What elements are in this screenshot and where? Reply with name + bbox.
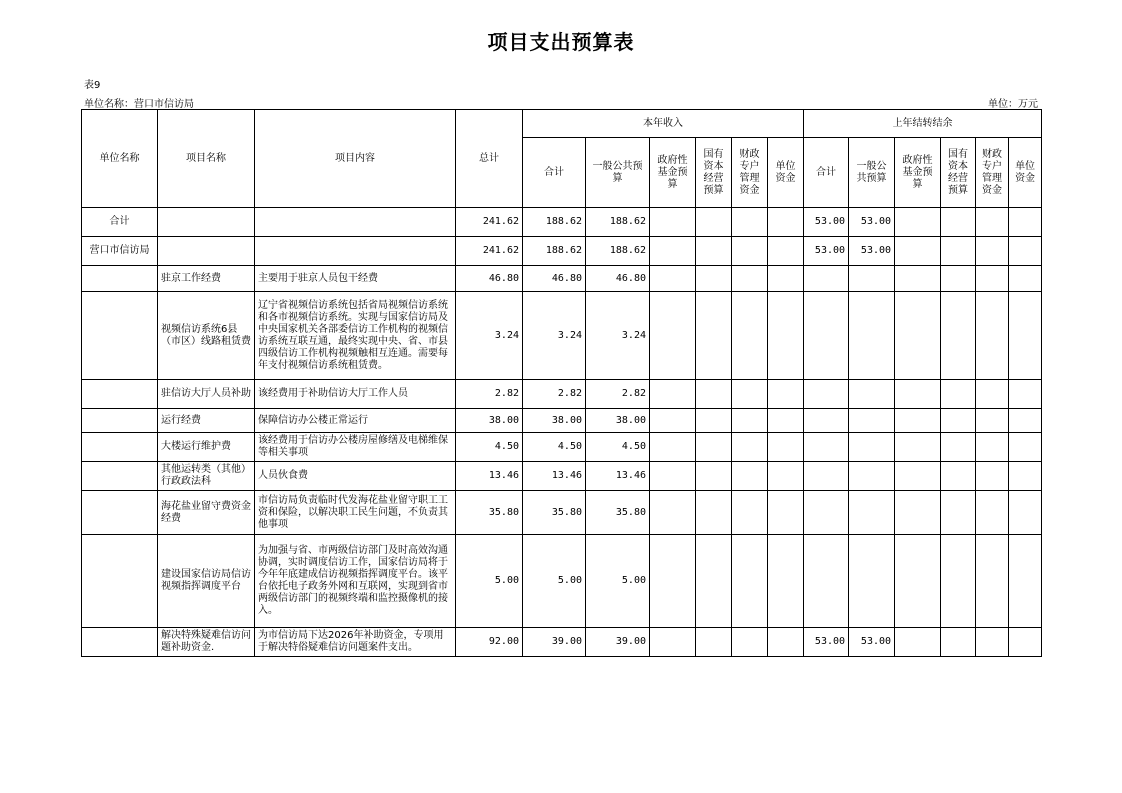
cell-ci-special bbox=[732, 535, 768, 628]
cell-ci-state bbox=[696, 380, 732, 409]
cell-co-fund bbox=[895, 462, 941, 491]
cell-co-general bbox=[849, 409, 895, 433]
table-row bbox=[82, 237, 1042, 266]
table-row bbox=[82, 491, 1042, 535]
cell-co-fund bbox=[895, 491, 941, 535]
cell-ci-special bbox=[732, 237, 768, 266]
cell-project: 视频信访系统6县（市区）线路租赁费 bbox=[158, 292, 255, 380]
cell-project: 建设国家信访局信访视频指挥调度平台 bbox=[158, 535, 255, 628]
cell-co-special bbox=[976, 433, 1009, 462]
cell-ci-total: 5.00 bbox=[523, 535, 586, 628]
cell-content bbox=[255, 208, 456, 237]
cell-co-unit bbox=[1009, 409, 1042, 433]
cell-co-state bbox=[941, 491, 976, 535]
cell-content: 市信访局负责临时代发海花盐业留守职工工资和保险，以解决职工民生问题，不负责其他事项 bbox=[255, 491, 456, 535]
cell-ci-unit bbox=[768, 535, 804, 628]
cell-ci-special bbox=[732, 433, 768, 462]
cell-co-total: 53.00 bbox=[804, 208, 849, 237]
unit-name: 单位名称：营口市信访局 bbox=[84, 99, 194, 110]
header-ci-general: 一般公共预算 bbox=[586, 138, 650, 208]
cell-co-unit bbox=[1009, 628, 1042, 657]
cell-ci-special bbox=[732, 266, 768, 292]
cell-total: 4.50 bbox=[456, 433, 523, 462]
cell-ci-state bbox=[696, 237, 732, 266]
cell-project: 海花盐业留守费资金经费 bbox=[158, 491, 255, 535]
header-ci-unit: 单位资金 bbox=[768, 138, 804, 208]
cell-ci-state bbox=[696, 409, 732, 433]
cell-ci-total: 188.62 bbox=[523, 237, 586, 266]
cell-ci-general: 13.46 bbox=[586, 462, 650, 491]
cell-co-general: 53.00 bbox=[849, 237, 895, 266]
table-row bbox=[82, 380, 1042, 409]
cell-co-state bbox=[941, 433, 976, 462]
cell-co-fund bbox=[895, 266, 941, 292]
header-ci-state: 国有资本经营预算 bbox=[696, 138, 732, 208]
cell-unit: 合计 bbox=[82, 208, 158, 237]
cell-co-state bbox=[941, 380, 976, 409]
cell-ci-state bbox=[696, 491, 732, 535]
header-co-fund: 政府性基金预算 bbox=[895, 138, 941, 208]
cell-unit bbox=[82, 628, 158, 657]
cell-ci-fund bbox=[650, 409, 696, 433]
table-number: 表9 bbox=[84, 80, 101, 91]
cell-co-state bbox=[941, 628, 976, 657]
cell-co-state bbox=[941, 292, 976, 380]
cell-co-general bbox=[849, 292, 895, 380]
unit-label: 单位：万元 bbox=[988, 99, 1038, 110]
cell-ci-general: 46.80 bbox=[586, 266, 650, 292]
cell-total: 3.24 bbox=[456, 292, 523, 380]
cell-co-fund bbox=[895, 535, 941, 628]
cell-ci-general: 38.00 bbox=[586, 409, 650, 433]
cell-ci-unit bbox=[768, 628, 804, 657]
cell-ci-general: 188.62 bbox=[586, 208, 650, 237]
cell-co-total bbox=[804, 380, 849, 409]
cell-co-unit bbox=[1009, 237, 1042, 266]
cell-ci-state bbox=[696, 433, 732, 462]
cell-unit bbox=[82, 462, 158, 491]
cell-ci-unit bbox=[768, 266, 804, 292]
cell-ci-special bbox=[732, 491, 768, 535]
cell-ci-total: 35.80 bbox=[523, 491, 586, 535]
cell-co-special bbox=[976, 535, 1009, 628]
cell-ci-total: 188.62 bbox=[523, 208, 586, 237]
cell-ci-state bbox=[696, 628, 732, 657]
header-ci-fund: 政府性基金预算 bbox=[650, 138, 696, 208]
cell-co-fund bbox=[895, 409, 941, 433]
cell-content: 为加强与省、市两级信访部门及时高效沟通协调，实时调度信访工作，国家信访局将于今年年底建成信访视频指挥调度平台。该平台依托电子政务外网和互联网，实现到省市两级信访部门的视频终端和监控摄像机的接入。 bbox=[255, 535, 456, 628]
cell-project: 解决特殊疑难信访问题补助资金. bbox=[158, 628, 255, 657]
cell-ci-fund bbox=[650, 292, 696, 380]
table-row bbox=[82, 462, 1042, 491]
cell-ci-unit bbox=[768, 208, 804, 237]
cell-ci-unit bbox=[768, 409, 804, 433]
cell-unit bbox=[82, 535, 158, 628]
header-co-special: 财政专户管理资金 bbox=[976, 138, 1009, 208]
cell-ci-special bbox=[732, 628, 768, 657]
header-co-unit: 单位资金 bbox=[1009, 138, 1042, 208]
cell-co-general bbox=[849, 491, 895, 535]
cell-ci-general: 5.00 bbox=[586, 535, 650, 628]
cell-content: 为市信访局下达2026年补助资金，专项用于解决特俗疑难信访问题案件支出。 bbox=[255, 628, 456, 657]
cell-co-fund bbox=[895, 292, 941, 380]
cell-project: 驻京工作经费 bbox=[158, 266, 255, 292]
cell-content: 该经费用于信访办公楼房屋修缮及电梯维保等相关事项 bbox=[255, 433, 456, 462]
cell-co-special bbox=[976, 462, 1009, 491]
cell-co-special bbox=[976, 380, 1009, 409]
header-ci-total: 合计 bbox=[523, 138, 586, 208]
cell-total: 38.00 bbox=[456, 409, 523, 433]
header-total: 总计 bbox=[456, 110, 523, 208]
cell-ci-unit bbox=[768, 292, 804, 380]
cell-ci-unit bbox=[768, 433, 804, 462]
cell-content: 辽宁省视频信访系统包括省局视频信访系统和各市视频信访系统。实现与国家信访局及中央国家机关各部委信访工作机构的视频信访系统互联互通，最终实现中央、省、市县四级信访工作机构视频触相互连通。需要每年支付视频信访系统租赁费。 bbox=[255, 292, 456, 380]
cell-ci-total: 38.00 bbox=[523, 409, 586, 433]
cell-content: 该经费用于补助信访大厅工作人员 bbox=[255, 380, 456, 409]
cell-ci-special bbox=[732, 409, 768, 433]
table-body bbox=[82, 208, 1042, 657]
cell-co-unit bbox=[1009, 266, 1042, 292]
cell-co-unit bbox=[1009, 380, 1042, 409]
cell-co-total bbox=[804, 292, 849, 380]
table-row bbox=[82, 208, 1042, 237]
cell-co-special bbox=[976, 237, 1009, 266]
cell-ci-state bbox=[696, 535, 732, 628]
cell-co-special bbox=[976, 628, 1009, 657]
cell-ci-fund bbox=[650, 491, 696, 535]
cell-ci-general: 4.50 bbox=[586, 433, 650, 462]
cell-total: 13.46 bbox=[456, 462, 523, 491]
cell-ci-fund bbox=[650, 380, 696, 409]
cell-co-state bbox=[941, 208, 976, 237]
cell-co-unit bbox=[1009, 462, 1042, 491]
cell-ci-total: 13.46 bbox=[523, 462, 586, 491]
cell-total: 5.00 bbox=[456, 535, 523, 628]
table-row bbox=[82, 266, 1042, 292]
table-row bbox=[82, 433, 1042, 462]
cell-project: 驻信访大厅人员补助 bbox=[158, 380, 255, 409]
cell-co-fund bbox=[895, 628, 941, 657]
cell-co-general bbox=[849, 462, 895, 491]
cell-content: 人员伙食费 bbox=[255, 462, 456, 491]
cell-content: 保障信访办公楼正常运行 bbox=[255, 409, 456, 433]
table-row bbox=[82, 409, 1042, 433]
cell-co-general bbox=[849, 266, 895, 292]
cell-co-unit bbox=[1009, 208, 1042, 237]
cell-co-fund bbox=[895, 380, 941, 409]
cell-co-total: 53.00 bbox=[804, 237, 849, 266]
cell-unit bbox=[82, 380, 158, 409]
cell-co-general bbox=[849, 380, 895, 409]
cell-ci-total: 46.80 bbox=[523, 266, 586, 292]
cell-content bbox=[255, 237, 456, 266]
cell-ci-fund bbox=[650, 266, 696, 292]
cell-co-general: 53.00 bbox=[849, 628, 895, 657]
cell-project bbox=[158, 208, 255, 237]
cell-ci-state bbox=[696, 462, 732, 491]
header-ci-special: 财政专户管理资金 bbox=[732, 138, 768, 208]
budget-table bbox=[81, 109, 1042, 657]
cell-ci-total: 3.24 bbox=[523, 292, 586, 380]
cell-total: 241.62 bbox=[456, 237, 523, 266]
cell-co-state bbox=[941, 409, 976, 433]
table-row bbox=[82, 535, 1042, 628]
table-row bbox=[82, 628, 1042, 657]
cell-co-special bbox=[976, 208, 1009, 237]
page-title: 项目支出预算表 bbox=[487, 30, 635, 54]
cell-ci-general: 2.82 bbox=[586, 380, 650, 409]
cell-unit bbox=[82, 491, 158, 535]
cell-ci-unit bbox=[768, 380, 804, 409]
cell-ci-general: 35.80 bbox=[586, 491, 650, 535]
cell-project: 其他运转类（其他）行政政法科 bbox=[158, 462, 255, 491]
cell-ci-general: 188.62 bbox=[586, 237, 650, 266]
cell-ci-fund bbox=[650, 237, 696, 266]
cell-project: 大楼运行维护费 bbox=[158, 433, 255, 462]
cell-co-unit bbox=[1009, 491, 1042, 535]
cell-co-state bbox=[941, 237, 976, 266]
cell-ci-general: 39.00 bbox=[586, 628, 650, 657]
cell-ci-fund bbox=[650, 535, 696, 628]
cell-co-special bbox=[976, 292, 1009, 380]
cell-co-state bbox=[941, 535, 976, 628]
cell-ci-fund bbox=[650, 433, 696, 462]
cell-ci-state bbox=[696, 266, 732, 292]
cell-total: 241.62 bbox=[456, 208, 523, 237]
header-project: 项目名称 bbox=[158, 110, 255, 208]
cell-ci-special bbox=[732, 380, 768, 409]
cell-co-unit bbox=[1009, 433, 1042, 462]
cell-unit bbox=[82, 433, 158, 462]
header-unit: 单位名称 bbox=[82, 110, 158, 208]
table-row bbox=[82, 292, 1042, 380]
cell-ci-special bbox=[732, 208, 768, 237]
header-current-income: 本年收入 bbox=[523, 110, 804, 138]
cell-co-state bbox=[941, 266, 976, 292]
cell-co-fund bbox=[895, 237, 941, 266]
cell-ci-fund bbox=[650, 462, 696, 491]
cell-ci-general: 3.24 bbox=[586, 292, 650, 380]
cell-unit: 营口市信访局 bbox=[82, 237, 158, 266]
header-content: 项目内容 bbox=[255, 110, 456, 208]
cell-co-general bbox=[849, 433, 895, 462]
cell-co-general bbox=[849, 535, 895, 628]
cell-ci-special bbox=[732, 462, 768, 491]
cell-co-special bbox=[976, 491, 1009, 535]
cell-co-fund bbox=[895, 433, 941, 462]
cell-co-total bbox=[804, 462, 849, 491]
cell-co-state bbox=[941, 462, 976, 491]
cell-total: 35.80 bbox=[456, 491, 523, 535]
cell-content: 主要用于驻京人员包干经费 bbox=[255, 266, 456, 292]
cell-ci-special bbox=[732, 292, 768, 380]
cell-co-general: 53.00 bbox=[849, 208, 895, 237]
cell-co-total bbox=[804, 433, 849, 462]
cell-co-total bbox=[804, 409, 849, 433]
cell-ci-total: 4.50 bbox=[523, 433, 586, 462]
cell-co-total: 53.00 bbox=[804, 628, 849, 657]
cell-total: 46.80 bbox=[456, 266, 523, 292]
header-co-state: 国有资本经营预算 bbox=[941, 138, 976, 208]
cell-ci-unit bbox=[768, 237, 804, 266]
cell-unit bbox=[82, 409, 158, 433]
cell-unit bbox=[82, 266, 158, 292]
cell-co-unit bbox=[1009, 292, 1042, 380]
cell-ci-unit bbox=[768, 462, 804, 491]
cell-ci-state bbox=[696, 292, 732, 380]
header-carryover: 上年结转结余 bbox=[804, 110, 1042, 138]
header-co-total: 合计 bbox=[804, 138, 849, 208]
cell-project: 运行经费 bbox=[158, 409, 255, 433]
cell-co-total bbox=[804, 266, 849, 292]
cell-co-unit bbox=[1009, 535, 1042, 628]
cell-co-special bbox=[976, 409, 1009, 433]
cell-ci-unit bbox=[768, 491, 804, 535]
cell-co-total bbox=[804, 535, 849, 628]
cell-total: 92.00 bbox=[456, 628, 523, 657]
cell-co-total bbox=[804, 491, 849, 535]
cell-ci-state bbox=[696, 208, 732, 237]
cell-ci-fund bbox=[650, 208, 696, 237]
cell-ci-total: 39.00 bbox=[523, 628, 586, 657]
cell-project bbox=[158, 237, 255, 266]
cell-co-special bbox=[976, 266, 1009, 292]
header-co-general: 一般公共预算 bbox=[849, 138, 895, 208]
cell-unit bbox=[82, 292, 158, 380]
cell-total: 2.82 bbox=[456, 380, 523, 409]
cell-ci-fund bbox=[650, 628, 696, 657]
cell-co-fund bbox=[895, 208, 941, 237]
cell-ci-total: 2.82 bbox=[523, 380, 586, 409]
